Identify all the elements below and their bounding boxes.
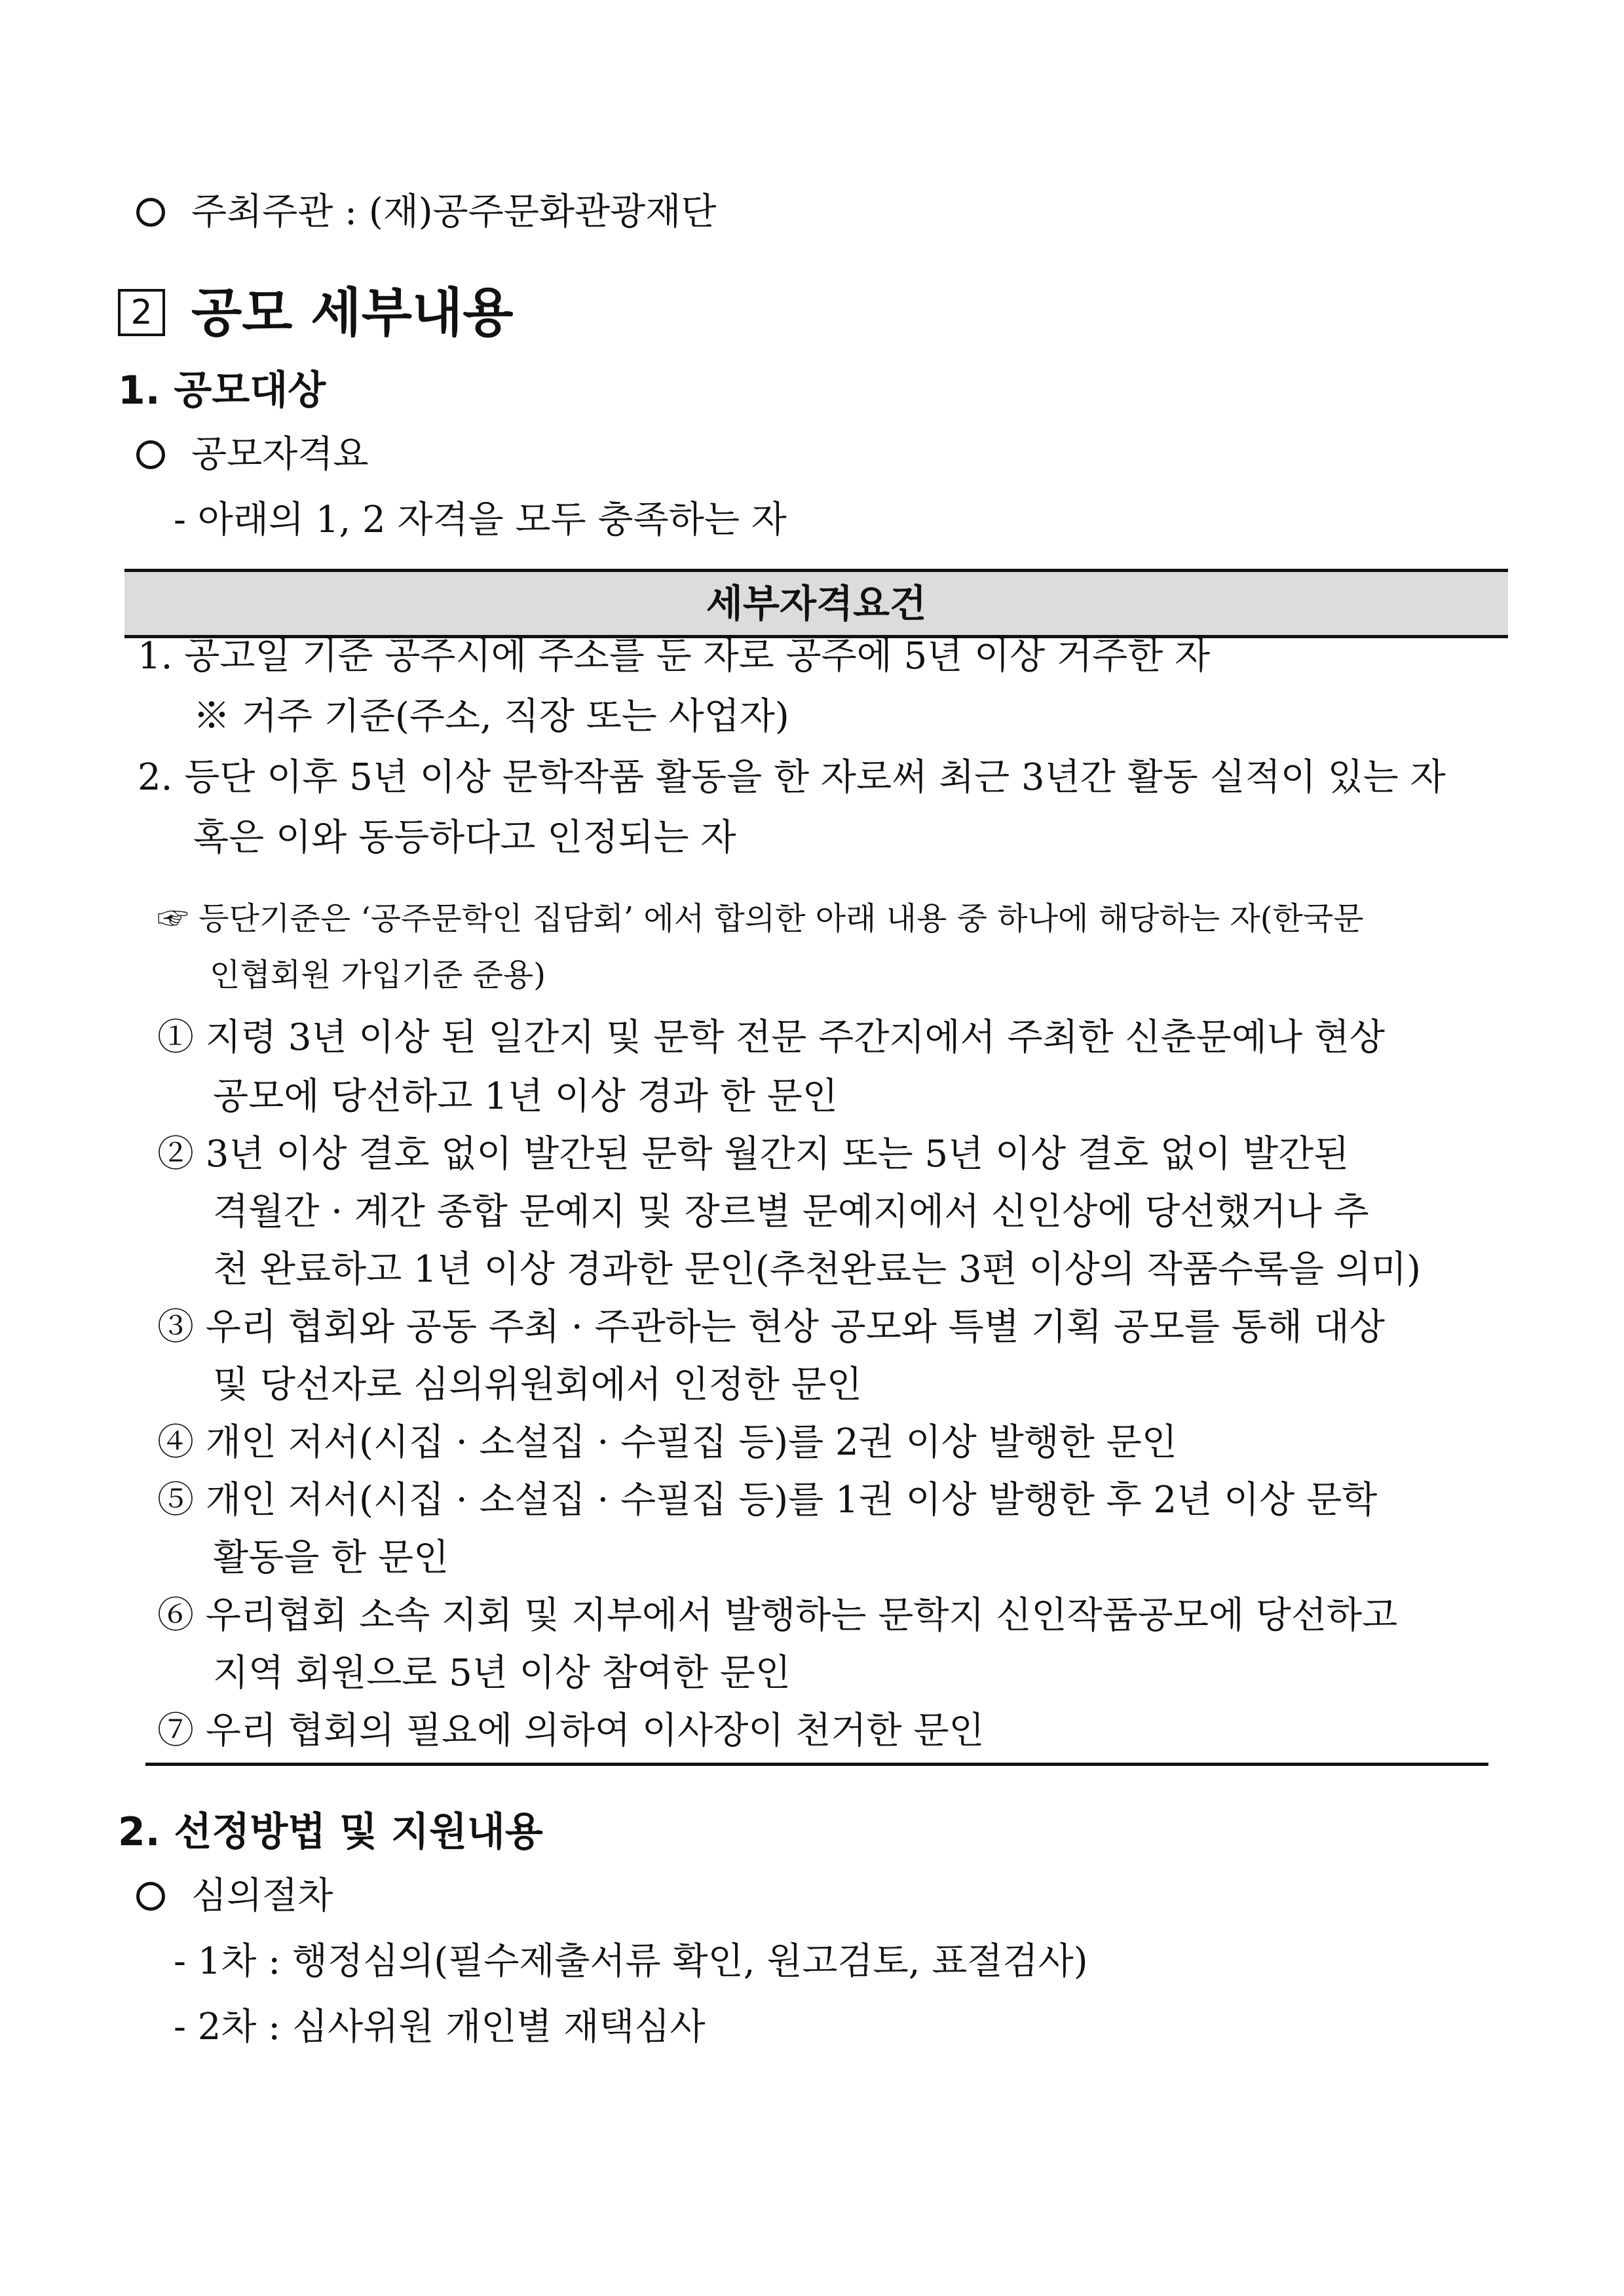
procedure-step-1: - 1차 : 행정심의(필수제출서류 확인, 원고검토, 표절검사) [174,1940,1088,1983]
qualification-heading-text: 공모자격요 [191,433,369,476]
qualification-desc: - 아래의 1, 2 자격을 모두 충족하는 자 [174,499,787,541]
procedure-heading-text: 심의절차 [191,1875,333,1917]
criterion-1-line-2: 공모에 당선하고 1년 이상 경과 한 문인 [213,1075,838,1118]
section-heading [118,282,514,345]
section-title: 공모 세부내용 [191,282,514,343]
circle-bullet-icon [136,198,165,227]
criterion-5-line-1: ⑤ 개인 저서(시집 · 소설집 · 수필집 등)를 1권 이상 발행한 후 2년 이상 문학 [157,1479,1378,1521]
criteria-item-1: 1. 공고일 기준 공주시에 주소를 둔 자로 공주에 5년 이상 거주한 자 [138,635,1211,678]
criterion-5-line-2: 활동을 한 문인 [213,1537,449,1579]
procedure-step-2: - 2차 : 심사위원 개인별 재택심사 [174,2006,706,2048]
criterion-3-line-1: ③ 우리 협회와 공동 주최 · 주관하는 현상 공모와 특별 기획 공모를 통해 대상 [157,1306,1385,1349]
criterion-2-line-2: 격월간 · 계간 종합 문예지 및 장르별 문예지에서 신인상에 당선했거나 추 [213,1191,1369,1233]
organizer-text: 주최주관 : (재)공주문화관광재단 [191,191,717,233]
criteria-item-2-line-1: 2. 등단 이후 5년 이상 문학작품 활동을 한 자로써 최근 3년간 활동 실적이 있는 자 [138,756,1446,799]
subsection-2-title: 2. 선정방법 및 지원내용 [118,1809,543,1855]
criterion-4: ④ 개인 저서(시집 · 소설집 · 수필집 등)를 2권 이상 발행한 문인 [157,1421,1177,1464]
qualification-heading [136,432,368,476]
criterion-6-line-1: ⑥ 우리협회 소속 지회 및 지부에서 발행하는 문학지 신인작품공모에 당선하고 [157,1594,1398,1637]
criteria-item-1-note: ※ 거주 기준(주소, 직장 또는 사업자) [193,695,789,738]
table-bottom-rule [145,1763,1488,1766]
standard-note-line-1: ☞ 등단기준은 ‘공주문학인 집담회’ 에서 합의한 아래 내용 중 하나에 해당하는 자(한국문 [157,900,1364,937]
criterion-3-line-2: 및 당선자로 심의위원회에서 인정한 문인 [213,1364,862,1406]
table-header: 세부자격요건 [124,569,1508,638]
criterion-2-line-3: 천 완료하고 1년 이상 경과한 문인(추천완료는 3편 이상의 작품수록을 의미) [213,1248,1421,1291]
organizer-line [136,190,716,234]
criterion-1-line-1: ① 지령 3년 이상 된 일간지 및 문학 전문 주간지에서 주최한 신춘문예나 현상 [157,1016,1386,1059]
circle-bullet-icon [136,440,165,469]
standard-note-line-2: 인협회원 가입기준 준용) [210,957,546,993]
procedure-heading [136,1874,333,1918]
criterion-6-line-2: 지역 회원으로 5년 이상 참여한 문인 [213,1652,791,1694]
criteria-item-2-line-2: 혹은 이와 동등하다고 인정되는 자 [193,816,736,859]
criterion-2-line-1: ② 3년 이상 결호 없이 발간된 문학 월간지 또는 5년 이상 결호 없이 발간된 [157,1133,1350,1176]
circle-bullet-icon [136,1882,165,1911]
criterion-7: ⑦ 우리 협회의 필요에 의하여 이사장이 천거한 문인 [157,1710,985,1752]
subsection-1-title: 1. 공모대상 [118,368,326,413]
section-number-box: 2 [118,289,165,336]
